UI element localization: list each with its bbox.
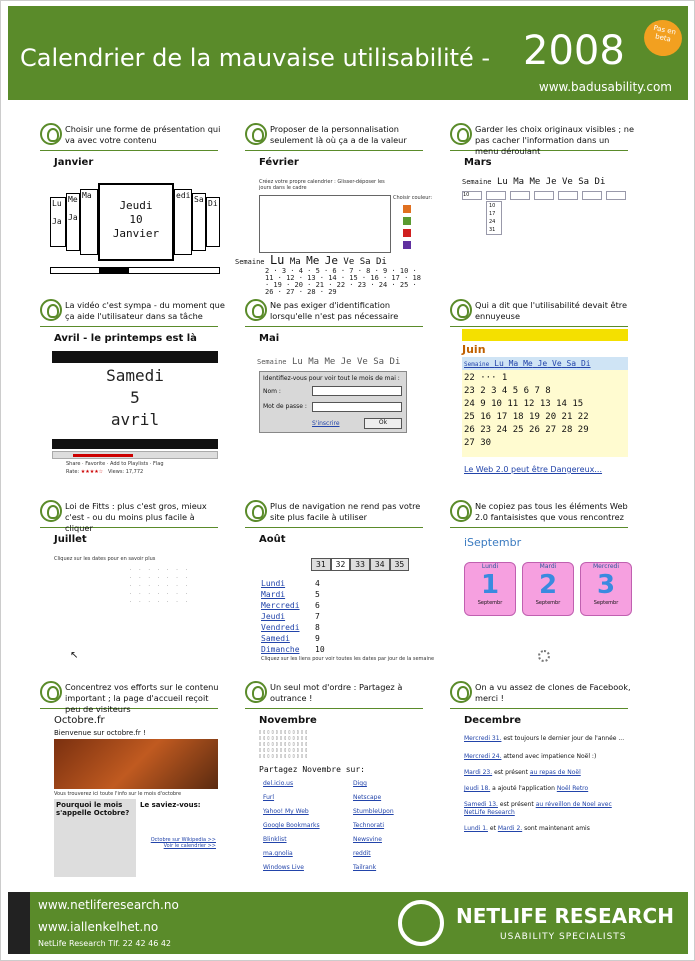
netlife-logo-icon [450,299,472,321]
tip-header [245,299,423,327]
netlife-logo-icon [450,123,472,145]
cell-aout [245,500,455,690]
color-orange[interactable] [403,205,411,213]
mouse-cursor-icon: ↖ [70,650,79,661]
tip-text: La vidéo c'est sympa - du moment que ça aide l'utilisateur dans sa tâche [65,300,225,321]
month-title: Octobre.fr [54,715,105,726]
tip-text: Qui a dit que l'utilisabilité devait être ennuyeuse [475,300,628,321]
cell-avril [40,299,250,489]
video-frame[interactable]: Samedi 5 avril [106,366,164,429]
scattered-days[interactable]: Semaine Lu Ma Me Je Ve Sa Di [235,253,387,267]
tip-header [40,500,218,533]
beta-badge: Pas en beta [641,16,686,59]
login-dialog: Identifiez-vous pour voir tout le mois de mai : Nom : Mot de passe : S'inscrire Ok [259,371,407,433]
month-title: Août [259,534,286,545]
dropdown-open-list[interactable]: 10 17 24 31 [486,201,502,235]
cell-decembre [450,681,660,886]
drop-frame[interactable] [259,195,391,253]
calendar-link[interactable]: Voir le calendrier >> [163,843,216,849]
netlife-logo-icon [40,299,62,321]
video-controls[interactable] [52,451,218,459]
cell-janvier [40,123,250,313]
cell-septembre [450,500,660,690]
video-rating: Rate: ★★★★☆ Views: 17,772 [66,469,144,475]
netlife-logo-icon [40,681,62,703]
instructions: Créez votre propre calendrier : Glisser-déposer les jours dans le cadre [259,179,385,191]
name-field[interactable] [312,386,402,396]
month-title: Janvier [54,157,94,168]
day-tile-mercredi[interactable]: Mercredi 3 Septembr [580,562,632,616]
name-label: Nom : [263,388,281,395]
cell-mars [450,123,660,313]
password-label: Mot de passe : [263,403,307,410]
tiny-date-grid[interactable]: ······· ······· ······· ······· ······· [130,567,195,604]
tip-text: Ne pas exiger d'identification lorsqu'elle n'est pas nécessaire [270,300,399,321]
header-banner [8,6,688,100]
password-field[interactable] [312,402,402,412]
creative-commons-icon [8,892,30,954]
color-purple[interactable] [403,241,411,249]
cell-juillet [40,500,250,690]
tip-text: Choisir une forme de présentation qui va avec votre contenu [65,124,221,145]
instructions: Cliquez sur les dates pour en savoir plus [54,556,156,562]
coverflow-scrollbar[interactable] [50,267,220,274]
netlife-logo-icon [450,681,472,703]
netlife-logo-icon [40,500,62,522]
tip-header [40,123,221,151]
year-label: 2008 [523,28,625,74]
video-actions[interactable]: Share · Favorite · Add to Playlists · Flag [66,461,164,467]
month-title: Mai [259,333,280,344]
phone-text: NetLife Research Tlf. 22 42 46 42 [38,939,172,948]
tip-header [450,299,628,327]
month-title: iSeptembr [464,536,522,549]
netlife-logo-icon [245,681,267,703]
brand-name: NETLIFE RESEARCH [456,904,674,928]
color-green[interactable] [403,217,411,225]
tip-text: Un seul mot d'ordre : Partagez à outrance ! [270,682,403,703]
netlife-logo-icon [245,123,267,145]
tip-text: Concentrez vos efforts sur le contenu important ; la page d'accueil reçoit peu de visiteurs [65,682,219,714]
cell-fevrier [235,123,455,313]
tip-header [245,681,423,709]
footer-banner [8,892,688,954]
date-column: 4 5 6 7 8 9 10 [315,579,325,654]
tip-text: Garder les choix originaux visibles ; ne pas cacher l'information dans un menu déroulant [475,124,634,156]
instructions: Cliquez sur les liens pour voir toutes les dates par jour de la semaine [261,656,435,662]
month-title: Juin [462,343,486,356]
cell-novembre: Un seul mot d'ordre : Partagez à outrance ! Novembre ▯▯▯▯▯▯▯▯▯▯▯▯ ▯▯▯▯▯▯▯▯▯▯▯▯ ▯▯▯▯▯▯▯▯▯▯▯▯ ▯▯▯▯▯▯▯▯▯▯▯▯ ▯▯▯▯▯▯▯▯▯▯▯▯ Partagez Novembre sur: del.icio.us Furl Yahoo! My Web Google Bookmarks Blinklist ma.gnolia Windows Live Digg Netscape StumbleUpon Technorati Newsvine reddit Tailrank [245,681,455,886]
month-title: Avril - le printemps est là [54,333,197,344]
week-tabs[interactable]: 31 32 33 34 35 [311,560,409,569]
iallenkelhet-link[interactable]: www.iallenkelhet.no [38,920,159,934]
day-tile-lundi[interactable]: Lundi 1 Septembr [464,562,516,616]
activity-feed: Mercredi 31. est toujours le dernier jour de l'année ... Mercredi 24. attend avec impatience Noël :) Mardi 23. est présent au repas de Noël Jeudi 18. a ajouté l'application Noël Retro Samedi 13. est présent au réveillon de Noel avec NetLife Research Lundi 1. et Mardi 2. sont maintenant amis [464,735,625,832]
day-name: Jeudi [119,199,153,212]
mini-calendar: ▯▯▯▯▯▯▯▯▯▯▯▯ ▯▯▯▯▯▯▯▯▯▯▯▯ ▯▯▯▯▯▯▯▯▯▯▯▯ ▯▯▯▯▯▯▯▯▯▯▯▯ ▯▯▯▯▯▯▯▯▯▯▯▯ [259,729,310,758]
cell-mai [245,299,455,489]
day-month: Janvier [112,227,160,240]
month-title: Decembre [464,715,522,726]
tip-text: Plus de navigation ne rend pas votre site plus facile à utiliser [270,501,421,522]
share-heading: Partagez Novembre sur: [259,765,365,774]
color-red[interactable] [403,229,411,237]
tip-text: Proposer de la personnalisation seulement là où ça a de la valeur [270,124,407,145]
loading-spinner-icon [538,650,550,662]
netlife-logo-icon [40,123,62,145]
video-top-bar [52,351,218,363]
tip-text: Loi de Fitts : plus c'est gros, mieux c'est - ou du moins plus facile à cliquer [65,501,207,533]
color-label: Choisir couleur: [393,195,433,201]
scattered-numbers: 2 · 3 · 4 · 5 · 6 · 7 · 8 · 9 · 10 · 11 · 12 · 13 · 14 · 15 · 16 · 17 · 18 · 19 · 20 · 21 · 22 · 23 · 24 · 25 · 26 · 27 · 28 · 29 [265,267,421,296]
web20-top-bar [462,329,628,341]
month-title: Juillet [54,534,87,545]
coverflow[interactable]: Lu Ja Me Ja Ma Jeudi 10 Janvier edi Sa Di [50,183,220,273]
wikipedia-link[interactable]: Octobre sur Wikipedia >> [150,837,216,843]
weekday-links[interactable]: Lundi Mardi Mercredi Jeudi Vendredi Samedi Dimanche [261,579,300,654]
page-title: Calendrier de la mauvaise utilisabilité - [20,44,491,72]
cell-octobre [40,681,250,886]
welcome-text: Bienvenue sur octobre.fr ! [54,729,146,737]
site-link[interactable]: www.badusability.com [538,80,672,94]
web20-link[interactable]: Le Web 2.0 peut être Dangereux... [464,465,603,474]
video-bottom-bar [52,439,218,449]
netlife-logo-icon [245,299,267,321]
weekday-header: Semaine Lu Ma Me Je Ve Sa Di [257,357,401,367]
tip-text: Ne copiez pas tous les éléments Web 2.0 fantaisistes que vous rencontrez [475,501,628,522]
why-october-box: Pourquoi le mois s'appelle Octobre? [54,799,136,877]
tip-header [40,299,225,327]
weekday-header: Semaine Lu Ma Me Je Ve Sa Di [462,177,606,187]
did-you-know-box: Le saviez-vous: Octobre sur Wikipedia >> Voir le calendrier >> [140,801,216,849]
dropdown-row[interactable]: 10 [462,191,630,201]
cell-juin [450,299,660,489]
tip-text: On a vu assez de clones de Facebook, merci ! [475,682,631,703]
netlife-logo-icon [450,500,472,522]
tip-header [450,123,634,156]
register-link[interactable]: S'inscrire [312,420,340,427]
netlife-link[interactable]: www.netliferesearch.no [38,898,179,912]
autumn-photo [54,739,218,789]
month-title: Février [259,157,299,168]
netlife-logo-icon [245,500,267,522]
tip-header [245,500,423,528]
tip-header [245,123,423,151]
day-tile-mardi[interactable]: Mardi 2 Septembr [522,562,574,616]
tip-header [450,500,628,528]
netlife-logo-icon [398,900,444,946]
day-number: 10 [129,213,143,226]
tip-header [450,681,631,709]
ok-button[interactable]: Ok [364,418,402,429]
month-title: Novembre [259,715,317,726]
brand-tagline: USABILITY SPECIALISTS [500,932,627,942]
calendar-grid[interactable]: Semaine Lu Ma Me Je Ve Sa Di 22 ··· 1 23 2 3 4 5 6 7 8 24 9 10 11 12 13 14 15 25 16 17 18 19 20 21 22 26 23 24 25 26 27 28 29 27 30 [462,357,628,457]
tip-header [40,681,219,714]
month-title: Mars [464,157,492,168]
intro-text: Vous trouverez ici toute l'info sur le mois d'octobre [54,791,182,797]
